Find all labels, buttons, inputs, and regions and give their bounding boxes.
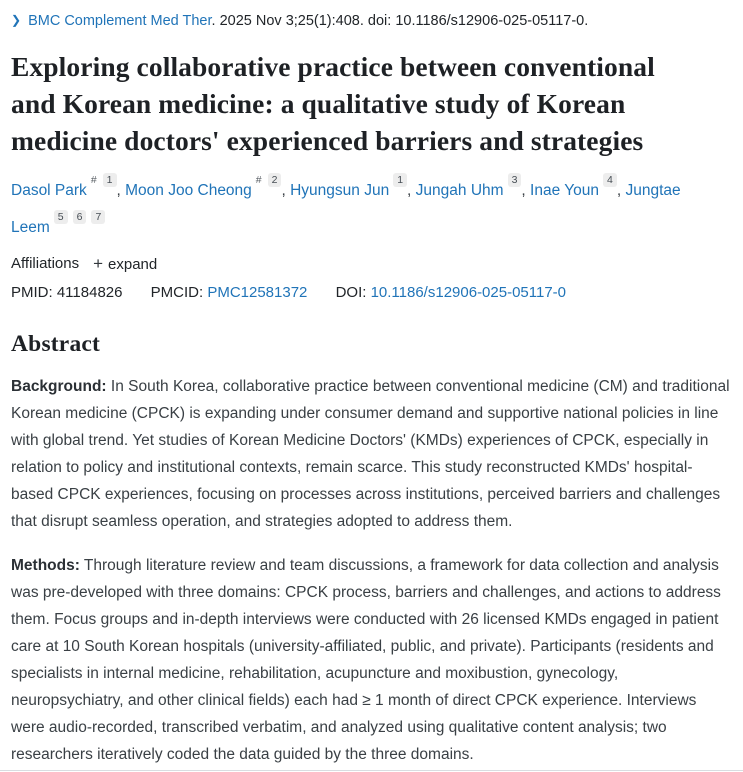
affiliation-sup-link[interactable]: 7 (91, 210, 105, 224)
background-label: Background: (11, 378, 107, 396)
equal-contrib-marker: # (255, 174, 262, 186)
author-link[interactable]: Dasol Park (11, 182, 87, 200)
methods-text: Through literature review and team discussions, a framework for data collection and analysis was pre-developed with three domains: CPCK process, barriers and challenges, and actions to address them. Focus groups and in-depth interviews were conducted with 26 licensed KMDs engaged in patient care at 10 South Korean hospitals (university-affiliated, public, and private). Participants (residents and specialists in internal medicine, rehabilitation, acupuncture and moxibustion, gynecology, neuropsychiatry, and other clinical fields) each had ≥ 1 month of direct CPCK experience. Interviews were audio-recorded, transcribed verbatim, and analyzed using qualitative content analysis; two researchers iteratively coded the data guided by the three domains. (11, 557, 721, 764)
author-item (290, 174, 412, 200)
affiliations-row (11, 253, 732, 275)
pmcid-group (151, 284, 308, 301)
affiliation-sup-link[interactable]: 5 (54, 210, 68, 224)
expand-affiliations-button[interactable] (93, 254, 157, 274)
author-link[interactable]: Moon Joo Cheong (125, 182, 252, 200)
citation-text: . 2025 Nov 3;25(1):408. doi: 10.1186/s12906-025-05117-0. (211, 13, 589, 29)
author-item (415, 174, 526, 200)
author-separator: , (407, 182, 412, 200)
pmcid-label: PMCID: (150, 284, 204, 302)
affiliation-sup-link[interactable]: 3 (508, 173, 522, 187)
author-separator: , (116, 182, 121, 200)
affiliation-sup-link[interactable]: 4 (603, 173, 617, 187)
affiliation-sup-link[interactable]: 6 (73, 210, 87, 224)
journal-link[interactable]: BMC Complement Med Ther (28, 13, 212, 29)
abstract-methods-paragraph (11, 552, 732, 768)
doi-link[interactable]: 10.1186/s12906-025-05117-0 (370, 284, 567, 302)
article-title: Exploring collaborative practice between conventional and Korean medicine: a qualitative study of Korean medicine doctors' experienced barriers and strategies (11, 51, 655, 156)
pmid-label: PMID: (11, 284, 53, 302)
doi-group (336, 284, 566, 301)
affiliation-sup-link[interactable]: 1 (393, 173, 407, 187)
author-item (11, 174, 121, 200)
doi-label: DOI: (335, 284, 367, 302)
abstract-background-paragraph (11, 373, 732, 535)
abstract-heading: Abstract (11, 331, 101, 358)
pmid-value: 41184826 (56, 284, 123, 302)
equal-contrib-marker: # (90, 174, 97, 186)
author-link[interactable]: Hyungsun Jun (290, 182, 390, 200)
journal-citation-row (11, 10, 732, 32)
author-link[interactable]: Jungah Uhm (415, 182, 504, 200)
author-item (125, 174, 286, 200)
author-separator: , (281, 182, 286, 200)
expand-label: expand (108, 255, 158, 273)
pmcid-link[interactable]: PMC12581372 (207, 284, 308, 302)
authors-list (11, 170, 711, 244)
author-link[interactable]: Inae Youn (530, 182, 600, 200)
affiliation-sup-link[interactable]: 1 (103, 173, 117, 187)
pmid-group (11, 284, 122, 301)
author-separator: , (616, 182, 622, 200)
affiliation-sup-link[interactable]: 2 (268, 173, 282, 187)
plus-icon: + (93, 254, 104, 274)
methods-label: Methods: (11, 557, 80, 575)
affiliations-label: Affiliations (11, 255, 80, 273)
identifiers-row (11, 282, 732, 304)
background-text: In South Korea, collaborative practice between conventional medicine (CM) and traditional Korean medicine (CPCK) is expanding under consumer demand and supportive national policies in line with global trend. Yet studies of Korean Medicine Doctors' (KMDs) experiences of CPCK, especially in relation to policy and institutional contexts, remain scarce. This study reconstructed KMDs' hospital-based CPCK experiences, focusing on processes across institutions, perceived barriers and challenges that disrupt seamless operation, and strategies adopted to address them. (11, 378, 730, 531)
author-link[interactable]: Jungtae Leem (11, 182, 681, 237)
author-separator: , (521, 182, 526, 200)
chevron-right-icon[interactable]: ❯ (11, 13, 22, 27)
author-item (530, 174, 622, 200)
